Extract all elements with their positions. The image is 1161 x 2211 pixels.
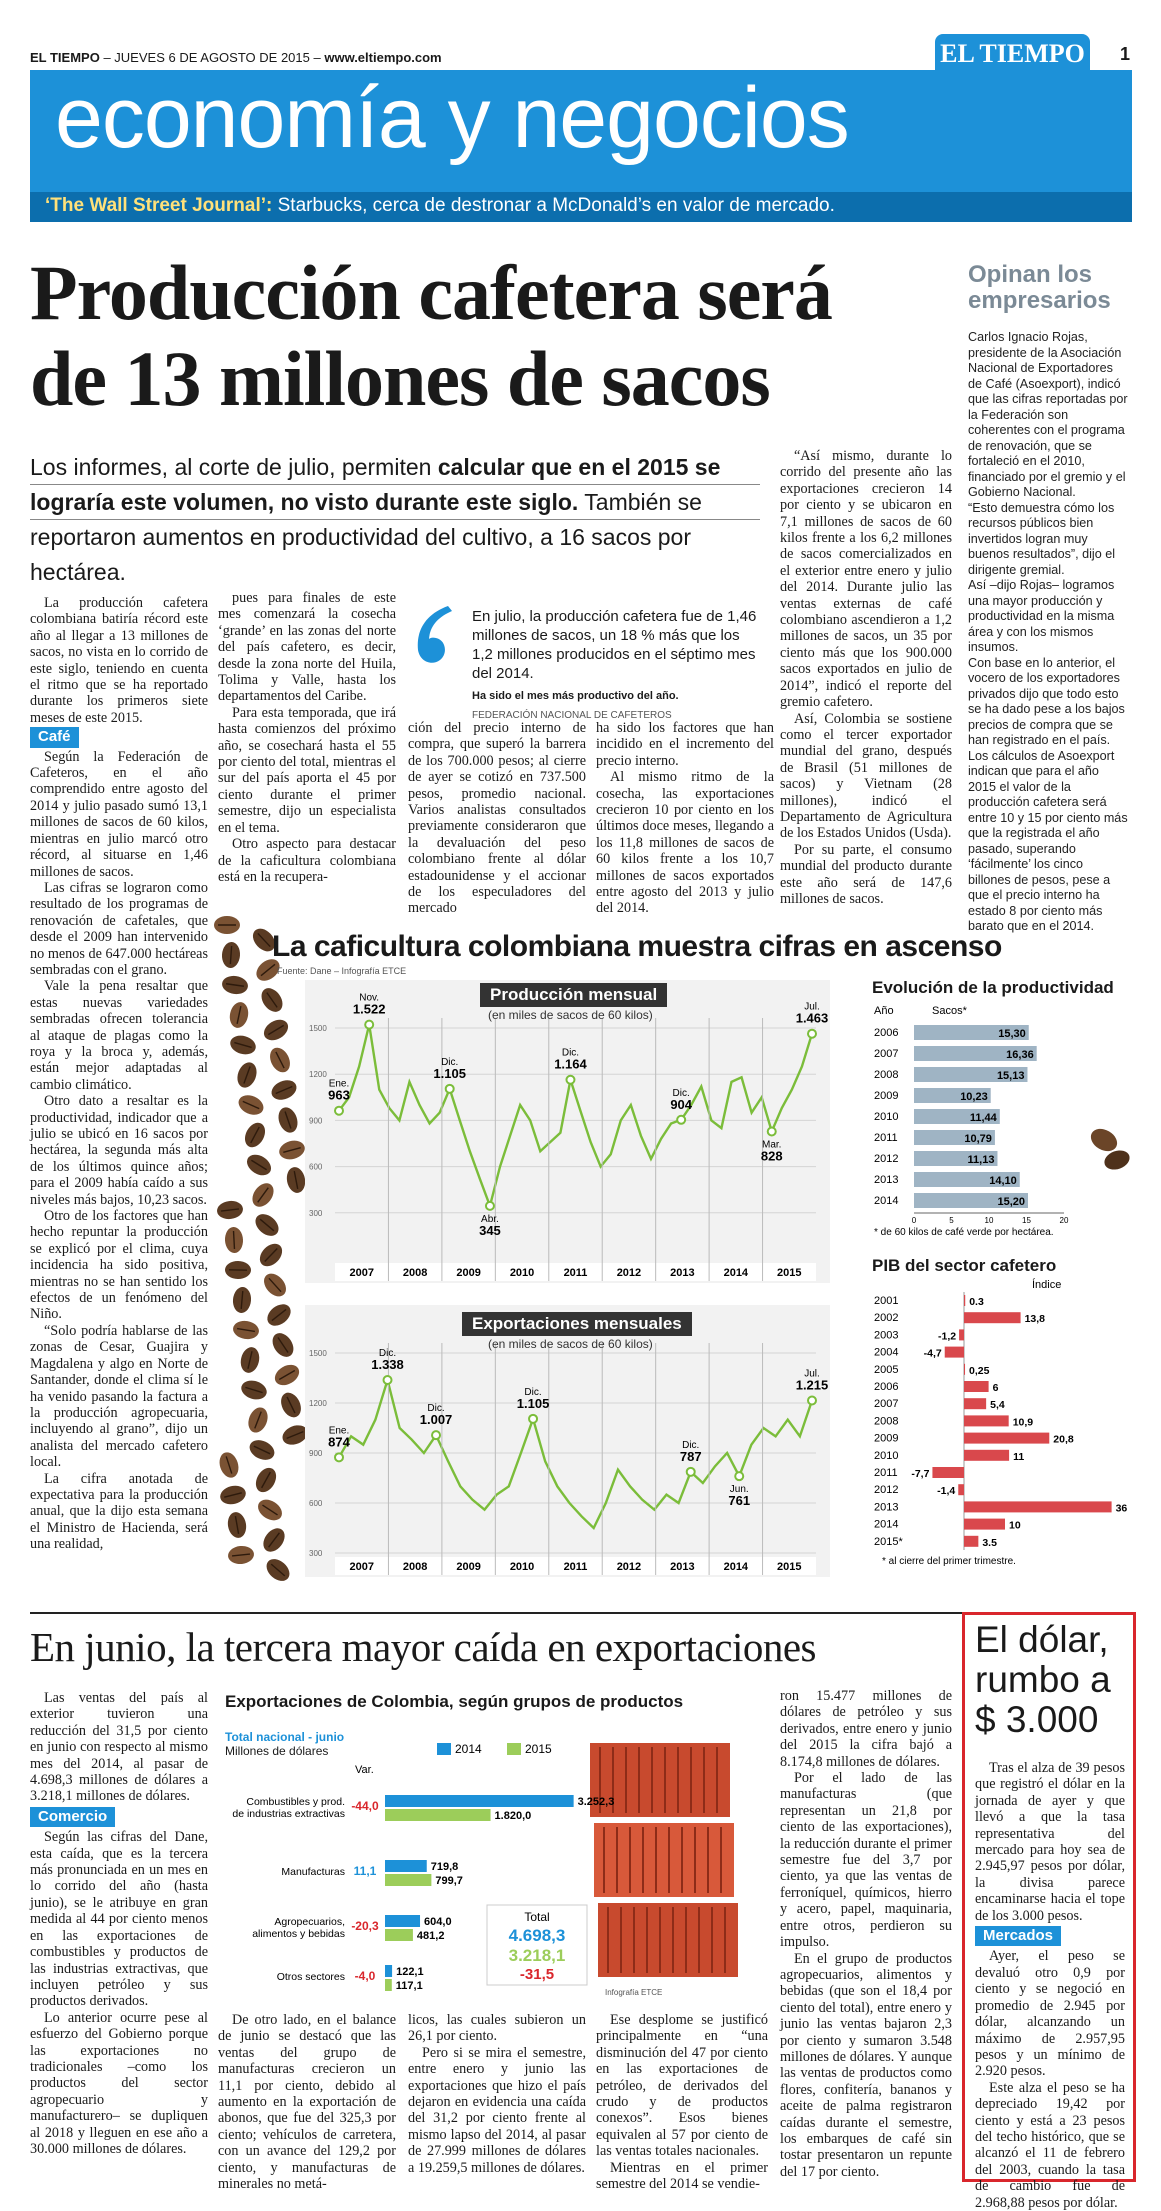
category-label: 2006 (874, 1027, 898, 1039)
legend-swatch (507, 1743, 521, 1755)
paragraph: Otro de los factores que han hecho repuntar la producción se explicó por el clima, cuya incidencia ha sido positiva, mientras no se han sentido los efectos de un fenómeno del Niño. (30, 1208, 208, 1323)
paragraph: Por su parte, el consumo mundial del producto durante este año será de 147,6 millones de sacos. (780, 842, 952, 908)
annotation-value: 963 (328, 1088, 350, 1103)
annotation-month: Dic. (562, 1048, 579, 1059)
subtitle-bold: Total nacional - junio (225, 1730, 344, 1744)
quote-icon (408, 600, 464, 670)
paragraph: licos, las cuales subieron un 26,1 por ciento. (408, 2012, 586, 2045)
category-label: 2011 (874, 1132, 898, 1144)
annotation-point (566, 1076, 574, 1084)
bar-value-label: 11,13 (968, 1154, 995, 1166)
y-tick-label: 1200 (309, 1399, 327, 1408)
bar (964, 1433, 1049, 1444)
total-2014: 4.698,3 (509, 1926, 566, 1945)
bar (932, 1467, 964, 1478)
exports-chart-subtitle: (en miles de sacos de 60 kilos) (488, 1337, 653, 1351)
category-label: 2001 (874, 1295, 898, 1307)
exports-chart-title: Exportaciones mensuales (462, 1312, 692, 1336)
y-tick-label: 1500 (309, 1349, 327, 1358)
annotation-point (735, 1472, 743, 1480)
x-tick-label: 2010 (510, 1267, 534, 1279)
annotation-month: Mar. (762, 1139, 781, 1150)
y-tick-label: 600 (309, 1163, 323, 1172)
bar (385, 1874, 431, 1886)
annotation-value: 1.105 (517, 1396, 550, 1411)
bar (964, 1398, 986, 1409)
chart-credit: Infografía ETCE (605, 1988, 662, 1997)
y-tick-label: 1200 (309, 1070, 327, 1079)
dateline: EL TIEMPO – JUEVES 6 DE AGOSTO DE 2015 – www.eltiempo.com (30, 50, 442, 65)
paragraph: Así, Colombia se sostiene como el tercer exportador mundial del grano, después de Brasil (51 millones de sacos) y Vietnam (28 millones), indicó el Departamento de Agricultura de los Estados Unidos (Usda). (780, 711, 952, 842)
bar-value-label: 36 (1116, 1502, 1128, 1514)
bar-value-label: 6 (993, 1382, 999, 1394)
exports-groups-title: Exportaciones de Colombia, según grupos de productos (225, 1692, 683, 1712)
paragraph: ron 15.477 millones de dólares de petróleo y sus derivados, entre enero y junio del 2015 la cifra bajó a 8.174,8 millones de dólares. (780, 1688, 952, 1770)
x-tick-label: 2007 (349, 1561, 373, 1573)
annotation-point (384, 1376, 392, 1384)
site-link[interactable]: www.eltiempo.com (324, 50, 441, 65)
deck-text-bold: calcular que en el 2015 se lograría este volumen, no visto durante este siglo. (30, 454, 720, 515)
article-2-headline: En junio, la tercera mayor caída en exportaciones (30, 1622, 950, 1672)
productivity-title: Evolución de la productividad (872, 978, 1114, 998)
category-label: 2009 (874, 1090, 898, 1102)
x-tick-label: 2015 (777, 1267, 801, 1279)
category-label: de industrias extractivas (232, 1808, 345, 1820)
variation-value: -44,0 (351, 1799, 379, 1813)
bar-value-label: 14,10 (989, 1175, 1017, 1187)
x-tick-label: 15 (1022, 1216, 1031, 1225)
pib-title: PIB del sector cafetero (872, 1256, 1056, 1276)
infographic-source: Fuente: Dane – Infografía ETCE (277, 966, 406, 976)
page-headline (30, 250, 930, 422)
x-tick-label: 2010 (510, 1561, 534, 1573)
bar-value-label: 10,79 (964, 1133, 992, 1145)
annotation-month: Jul. (804, 1002, 820, 1013)
bar (964, 1295, 965, 1306)
paragraph: La producción cafetera colombiana batiría récord este año al llegar a 13 millones de sacos, no vista en lo corrido de este siglo, teniendo en cuenta el ritmo que se ha reportado durante los primeros siete meses de este 2015. (30, 595, 208, 726)
headline-line-1: Producción cafetera será (30, 250, 930, 336)
bar-value-label: -7,7 (911, 1468, 929, 1480)
annotation-value: 1.215 (796, 1378, 829, 1393)
total-2015: 3.218,1 (509, 1946, 566, 1965)
container-block (594, 1823, 734, 1897)
y-tick-label: 600 (309, 1499, 323, 1508)
bar-value-label: 10,23 (960, 1091, 988, 1103)
productivity-chart (872, 1000, 1134, 1250)
annotation-month: Dic. (673, 1088, 690, 1099)
x-tick-label: 2009 (456, 1561, 480, 1573)
section-tag: Café (30, 727, 79, 747)
quote-source: FEDERACIÓN NACIONAL DE CAFETEROS (472, 706, 762, 725)
value-axis-label: Sacos* (932, 1005, 968, 1017)
paragraph: Ayer, el peso se devaluó otro 0,9 por ciento y se negoció en promedio de 2.945 por dólar, alcanzando un máximo de 2.957,95 pesos y un mínimo de 2.920 pesos. (975, 1948, 1125, 2079)
category-label: 2012 (874, 1484, 898, 1496)
category-label: 2013 (874, 1174, 898, 1186)
paragraph: “Así mismo, durante lo corrido del presente año las exportaciones crecieron 14 por ciento y se ubicaron en 7,1 millones de sacos de 60 kilos frente a los 6,2 millones de sacos comercializados en el exterior entre enero y julio del 2014. Durante julio las ventas externas de café colombiano ascendieron a 1,2 millones de sacos, un 35 por ciento más que los 900.000 sacos exportados en julio de 2014”, indicó el reporte del gremio cafetero. (780, 448, 952, 711)
bar-value-label: 11 (1013, 1451, 1024, 1463)
bar (385, 1929, 413, 1941)
bar (964, 1450, 1009, 1461)
x-tick-label: 2014 (724, 1561, 749, 1573)
annotation-month: Jun. (730, 1484, 749, 1495)
x-tick-label: 2014 (724, 1267, 749, 1279)
bar (385, 1915, 420, 1927)
paragraph: Este alza el peso se ha depreciado 19,42 por ciento y está a 23 pesos del techo histórico, que se alcanzó el 11 de febrero del 2003, cuando la tasa de cambio fue de 2.968,88 pesos por dólar. (975, 2080, 1125, 2211)
bar-value-label: 16,36 (1006, 1049, 1034, 1061)
paragraph: pues para finales de este mes comenzará la cosecha ‘grande’ en las zonas del norte del país cafetero, es decir, desde la zona norte del Huila, Tolima y Valle, hasta los departamentos del Caribe. (218, 590, 396, 705)
bar-value-label: 481,2 (417, 1930, 445, 1942)
brand-tab: EL TIEMPO (935, 34, 1090, 72)
article-2-column-3 (408, 2012, 586, 2176)
article-column-2 (218, 590, 396, 885)
category-label: 2007 (874, 1048, 898, 1060)
category-label: 2011 (874, 1467, 898, 1479)
deck-text-1: Los informes, al corte de julio, permiten (30, 454, 431, 480)
bar-value-label: -1,4 (937, 1485, 955, 1497)
bar-value-label: 117,1 (396, 1980, 423, 1992)
sidebar-title: Opinan los empresarios (968, 262, 1138, 314)
teaser-text: Starbucks, cerca de destronar a McDonald’s en valor de mercado. (278, 195, 835, 216)
y-tick-label: 900 (309, 1116, 323, 1125)
annotation-point (808, 1397, 816, 1405)
category-label: 2010 (874, 1450, 898, 1462)
chart-note: * al cierre del primer trimestre. (882, 1556, 1016, 1567)
paragraph: Al mismo ritmo de la cosecha, las exportaciones crecieron 10 por ciento en los últimos doce meses, llegando a los 11,8 millones de sacos de 60 kilos frente a los 10,7 millones de sacos exportados entre agosto del 2013 y julio del 2014. (596, 769, 774, 917)
paragraph: Según las cifras del Dane, esta caída, que es la tercera más pronunciada en un mes en lo corrido del año (hasta junio), se le atribuye en gran medida al 44 por ciento menos en las exportaciones de combustibles y productos de las industrias extractivas, que incluyen petróleo y sus productos derivados. (30, 1829, 208, 2009)
annotation-point (446, 1085, 454, 1093)
annotation-point (486, 1202, 494, 1210)
unit-label: Millones de dólares (225, 1744, 328, 1758)
x-tick-label: 2015 (777, 1561, 801, 1573)
quote-text: En julio, la producción cafetera fue de 1,46 millones de sacos, un 18 % más que los 1,2 millones producidos en el séptimo mes del 2014. (472, 608, 756, 682)
annotation-point (365, 1021, 373, 1029)
article-2-column-5 (780, 1688, 952, 2180)
infographic-title: La caficultura colombiana muestra cifras en ascenso (272, 930, 1002, 964)
bar-value-label: 3.5 (982, 1537, 997, 1549)
annotation-month: Dic. (524, 1387, 541, 1398)
bar-value-label: 13,8 (1025, 1313, 1046, 1325)
bar (964, 1415, 1009, 1426)
x-tick-label: 5 (949, 1216, 954, 1225)
x-tick-label: 2008 (403, 1267, 427, 1279)
bean-crease (234, 1231, 235, 1249)
bar-value-label: 15,20 (997, 1196, 1025, 1208)
annotation-point (335, 1107, 343, 1115)
article-column-4 (596, 720, 774, 917)
variation-value: -20,3 (351, 1919, 379, 1933)
y-tick-label: 1500 (309, 1024, 327, 1033)
bar (964, 1536, 978, 1547)
article-2-column-2 (218, 2012, 396, 2192)
annotation-month: Dic. (682, 1440, 699, 1451)
annotation-value: 1.164 (554, 1057, 587, 1072)
deck (30, 450, 760, 590)
teaser[interactable] (45, 195, 835, 217)
paragraph: Ese desplome se justificó principalmente en “una disminución del 47 por ciento en las exportaciones de petróleo, de derivados del crudo y de productos conexos”. Esos bienes equivalen al 57 por ciento de las ventas totales nacionales. (596, 2012, 768, 2160)
bar (958, 1484, 964, 1495)
paragraph: ción del precio interno de compra, que superó la barrera de los 700.000 pesos; al cierre de ayer se cotizó en 737.500 pesos, promedio nacional. Varios analistas consultados previamente consideraron que la devaluación del peso colombiano frente al dólar estadounidense y el accionar de los especuladores del mercado (408, 720, 586, 917)
bar (385, 1860, 427, 1872)
bar (964, 1519, 1005, 1530)
bar (964, 1312, 1021, 1323)
x-tick-label: 2013 (670, 1561, 694, 1573)
section-tag: Mercados (975, 1926, 1061, 1946)
bar-value-label: 0.3 (969, 1296, 984, 1308)
sidebar-paragraph: “Esto demuestra cómo los recursos públicos bien invertidos logran muy buenos resultados”, dijo el dirigente gremial. (968, 501, 1128, 579)
x-tick-label: 2008 (403, 1561, 427, 1573)
category-label: 2002 (874, 1312, 898, 1324)
category-label: 2003 (874, 1329, 898, 1341)
bar-value-label: 11,44 (970, 1112, 998, 1124)
x-tick-label: 2012 (617, 1561, 641, 1573)
x-tick-label: 2013 (670, 1267, 694, 1279)
bar-value-label: 122,1 (396, 1966, 424, 1978)
paragraph: En el grupo de productos agropecuarios, alimentos y bebidas (que son el 18,4 por ciento del total), entre enero y junio las ventas bajaron 2,3 por ciento y sumaron 3.548 millones de dólares. Y aunque las ventas de productos como flores, confitería, bananos y aceite de palma registraron caídas durante el semestre, los embarques de café sin tostar presentaron un repunte del 17 por ciento. (780, 1951, 952, 2181)
annotation-month: Ene. (329, 1425, 350, 1436)
total-variation: -31,5 (520, 1966, 554, 1983)
x-tick-label: 20 (1060, 1216, 1069, 1225)
bar-value-label: 15,13 (997, 1070, 1025, 1082)
bar-value-label: 604,0 (424, 1916, 452, 1928)
bar (964, 1364, 965, 1375)
annotation-value: 874 (328, 1434, 350, 1449)
annotation-value: 761 (728, 1493, 750, 1508)
value-axis-label: Índice (1032, 1278, 1061, 1291)
paragraph: Por el lado de las manufacturas (que representan un 21,8 por ciento de las exportaciones), la reducción durante el primer semestre fue del 3,7 por ciento, ya que las ventas de ferroníquel, químicos, hierro y acero, papel, maquinaria, entre otros, perdieron su impulso. (780, 1770, 952, 1950)
paragraph: Otro aspecto para destacar de la caficultura colombiana está en la recupera- (218, 836, 396, 885)
paragraph: ha sido los factores que han incidido en el incremento del precio interno. (596, 720, 774, 769)
bar-value-label: 0,25 (969, 1365, 990, 1377)
deck-rule (30, 484, 760, 485)
issue-date: JUEVES 6 DE AGOSTO DE 2015 (114, 50, 310, 65)
x-tick-label: 2012 (617, 1267, 641, 1279)
category-label: Agropecuarios, (274, 1916, 345, 1928)
article-2-column-4 (596, 2012, 768, 2192)
article-column-5 (780, 448, 952, 907)
x-tick-label: 2011 (564, 1561, 588, 1573)
bar (385, 1795, 574, 1807)
variation-value: -4,0 (355, 1969, 376, 1983)
container-block (598, 1903, 738, 1977)
category-label: 2010 (874, 1111, 898, 1123)
bar (385, 1809, 491, 1821)
annotation-point (432, 1431, 440, 1439)
category-label: 2007 (874, 1398, 898, 1410)
paragraph: Pero si se mira el semestre, entre enero y junio las exportaciones que hizo el país dejaron en evidencia una caída del 31,2 por ciento frente al mismo lapso del 2014, al pasar de 27.999 millones de dólares a 19.259,5 millones de dólares. (408, 2045, 586, 2176)
category-label: 2004 (874, 1347, 898, 1359)
annotation-month: Ene. (329, 1079, 350, 1090)
y-tick-label: 300 (309, 1209, 323, 1218)
coffee-beans-illustration (215, 915, 305, 1580)
x-tick-label: 10 (985, 1216, 994, 1225)
annotation-month: Dic. (441, 1057, 458, 1068)
category-label: 2009 (874, 1433, 898, 1445)
teaser-source: ‘The Wall Street Journal’: (45, 195, 272, 216)
bar-value-label: 20,8 (1053, 1434, 1074, 1446)
paper-name: EL TIEMPO (30, 50, 100, 65)
bar (959, 1329, 964, 1340)
article-column-1 (30, 595, 208, 1553)
pib-chart (872, 1278, 1134, 1568)
category-label: Combustibles y prod. (246, 1796, 345, 1808)
paragraph: Lo anterior ocurre pese al esfuerzo del Gobierno porque las exportaciones no tradicionales –como los productos del sector agropecuario y manufacturero– se dupliquen al 2018 y lleguen en ese año a 30.000 millones de dólares. (30, 2010, 208, 2158)
category-label: 2014 (874, 1195, 898, 1207)
annotation-point (529, 1415, 537, 1423)
annotation-month: Abr. (481, 1214, 499, 1225)
annotation-month: Dic. (379, 1348, 396, 1359)
annotation-value: 1.522 (353, 1002, 386, 1017)
annotation-month: Dic. (427, 1403, 444, 1414)
sidebar-paragraph: Con base en lo anterior, el vocero de los exportadores privados dijo que todo esto se ha dado pese a los bajos precios de compra que se han registrado en el país. (968, 656, 1128, 749)
sidebar-paragraph: Los cálculos de Asoexport indican que para el año 2015 el valor de la producción cafetera será entre 10 y 15 por ciento más que la registrada el año pasado, superando ‘fácilmente’ los cinco billones de pesos, pese a que el precio interno ha estado 8 por ciento más barato que en el 2014. (968, 749, 1128, 935)
category-label: 2008 (874, 1415, 898, 1427)
section-title: economía y negocios (55, 68, 849, 168)
pull-quote (472, 607, 762, 725)
annotation-value: 1.007 (420, 1412, 453, 1427)
category-label: 2006 (874, 1381, 898, 1393)
quote-note: Ha sido el mes más productivo del año. (472, 687, 762, 706)
bar (964, 1501, 1112, 1512)
bar-value-label: 5,4 (990, 1399, 1005, 1411)
paragraph: Las ventas del país al exterior tuvieron una reducción del 31,5 por ciento en junio con respecto al mismo mes del 2014, al pasar de 4.698,3 millones de dólares a 3.218,1 millones de dólares. (30, 1690, 208, 1805)
production-chart-subtitle: (en miles de sacos de 60 kilos) (488, 1008, 653, 1022)
annotation-point (677, 1116, 685, 1124)
bar-value-label: 1.820,0 (495, 1810, 532, 1822)
x-tick-label: 0 (912, 1216, 917, 1225)
bar (945, 1347, 964, 1358)
variation-header: Var. (355, 1764, 374, 1776)
bar-value-label: 3.252,3 (578, 1796, 615, 1808)
annotation-value: 1.338 (371, 1357, 404, 1372)
paragraph: Para esta temporada, que irá hasta comienzos del próximo año, se cosechará hasta el 55 por ciento del total, mientras el sur del país aporta el 45 por ciento durante el primer semestre, dijo un especialista en el tema. (218, 705, 396, 836)
y-tick-label: 300 (309, 1549, 323, 1558)
bar-value-label: 10 (1009, 1520, 1021, 1532)
category-label: Manufacturas (281, 1866, 345, 1878)
annotation-point (808, 1030, 816, 1038)
category-label: 2013 (874, 1501, 898, 1513)
paragraph: Tras el alza de 39 pesos que registró el dólar en la jornada de ayer y que llevó a que la tasa representativa del mercado para hoy sea de 2.945,97 pesos por dólar, la divisa parece encaminarse hacia el tope de los 3.000 pesos. (975, 1760, 1125, 1924)
bar (385, 1965, 392, 1977)
dolar-title: El dólar, rumbo a $ 3.000 (975, 1620, 1130, 1740)
bar-value-label: 15,30 (998, 1028, 1026, 1040)
paragraph: Vale la pena resaltar que estas nuevas variedades sembradas ofrecen tolerancia al ataque de plagas como la roya y la broca y, además, están mejor adaptadas al cambio climático. (30, 978, 208, 1093)
dolar-body (975, 1760, 1125, 2211)
page-number: 1 (1120, 44, 1130, 65)
total-label: Total (524, 1910, 549, 1924)
production-chart-title: Producción mensual (480, 983, 667, 1007)
paragraph: Otro dato a resaltar es la productividad, indicador que a julio se ubicó en 16 sacos por hectárea, la segunda más alta de los últimos quince años; para el 2009 había caído a sus niveles más bajos, 10,23 sacos. (30, 1093, 208, 1208)
bar-value-label: 799,7 (435, 1875, 463, 1887)
category-label: 2012 (874, 1153, 898, 1165)
annotation-value: 1.105 (433, 1066, 466, 1081)
annotation-point (335, 1453, 343, 1461)
paragraph: “Solo podría hablarse de las zonas de Cesar, Guajira y Magdalena y algo en Norte de Santander, donde el clima sí le ha venido pasando la factura a la producción agropecuaria, incluyendo al grano”, dijo un analista del mercado cafetero local. (30, 1323, 208, 1471)
category-label: Otros sectores (277, 1971, 345, 1983)
variation-value: 11,1 (354, 1864, 377, 1878)
paragraph: De otro lado, en el balance de junio se destacó que las ventas del grupo de manufacturas crecieron un 11,1 por ciento, debido al aumento en la exportación de abonos, que fue del 325,3 por ciento; vehículos de carretera, con un avance del 129,2 por ciento, y manufacturas de minerales no metá- (218, 2012, 396, 2192)
x-tick-label: 2007 (349, 1267, 373, 1279)
bar-value-label: -1,2 (938, 1330, 956, 1342)
article-column-3 (408, 720, 586, 917)
chart-note: * de 60 kilos de café verde por hectárea. (874, 1227, 1054, 1238)
annotation-value: 828 (761, 1148, 783, 1163)
annotation-point (687, 1468, 695, 1476)
bar (385, 1979, 392, 1991)
annotation-point (768, 1127, 776, 1135)
deck-text-2: También se reportaron aumentos en productividad del cultivo, a 16 sacos por hectárea. (30, 489, 702, 585)
bar-value-label: 719,8 (431, 1861, 459, 1873)
legend-label: 2015 (525, 1742, 552, 1756)
section-tag: Comercio (30, 1807, 115, 1827)
sidebar-body (968, 330, 1128, 935)
annotation-month: Jul. (804, 1369, 820, 1380)
annotation-value: 787 (680, 1449, 702, 1464)
production-chart (305, 980, 830, 1283)
category-axis-label: Año (874, 1005, 894, 1017)
paragraph: La cifra anotada de expectativa para la producción anual, que la dijo esta semana el Ministro de Hacienda, será una realidad, (30, 1471, 208, 1553)
category-label: 2005 (874, 1364, 898, 1376)
category-label: 2015* (874, 1536, 903, 1548)
y-tick-label: 900 (309, 1449, 323, 1458)
annotation-value: 345 (479, 1223, 501, 1238)
legend-swatch (437, 1743, 451, 1755)
exports-groups-chart (215, 1725, 755, 2005)
x-tick-label: 2009 (456, 1267, 480, 1279)
x-tick-label: 2011 (564, 1267, 588, 1279)
sidebar-paragraph: Así –dijo Rojas– logramos una mayor producción y productividad en la misma área y con los mismos insumos. (968, 578, 1128, 656)
bar-value-label: 10,9 (1013, 1416, 1034, 1428)
category-label: 2014 (874, 1519, 898, 1531)
category-label: alimentos y bebidas (252, 1928, 345, 1940)
paragraph: Las cifras se lograron como resultado de los programas de renovación de cafetales, que desde el 2009 han intervenido no menos de 647.000 hectáreas sembradas con el grano. (30, 880, 208, 978)
headline-line-2: de 13 millones de sacos (30, 336, 930, 422)
bar-value-label: -4,7 (924, 1348, 942, 1360)
sidebar-paragraph: Carlos Ignacio Rojas, presidente de la Asociación Nacional de Exportadores de Café (Asoexport), indicó que las cifras reportadas por la Federación son coherentes con el programa de renovación, que se fortaleció en el 2010, financiado por el gremio y el Gobierno Nacional. (968, 330, 1128, 501)
article-2-column-1 (30, 1690, 208, 2157)
bar (964, 1381, 989, 1392)
category-label: 2008 (874, 1069, 898, 1081)
paragraph: Según la Federación de Cafeteros, en el año comprendido entre agosto del 2014 y julio pasado sumó 13,1 millones de sacos de 60 kilos, mientras en julio marcó otro récord, al situarse en 1,46 millones de sacos. (30, 749, 208, 880)
deck-rule (30, 519, 760, 520)
annotation-value: 1.463 (796, 1011, 829, 1026)
annotation-month: Nov. (359, 993, 379, 1004)
annotation-value: 904 (670, 1097, 692, 1112)
paragraph: Mientras en el primer semestre del 2014 se vendie- (596, 2160, 768, 2193)
legend-label: 2014 (455, 1742, 482, 1756)
